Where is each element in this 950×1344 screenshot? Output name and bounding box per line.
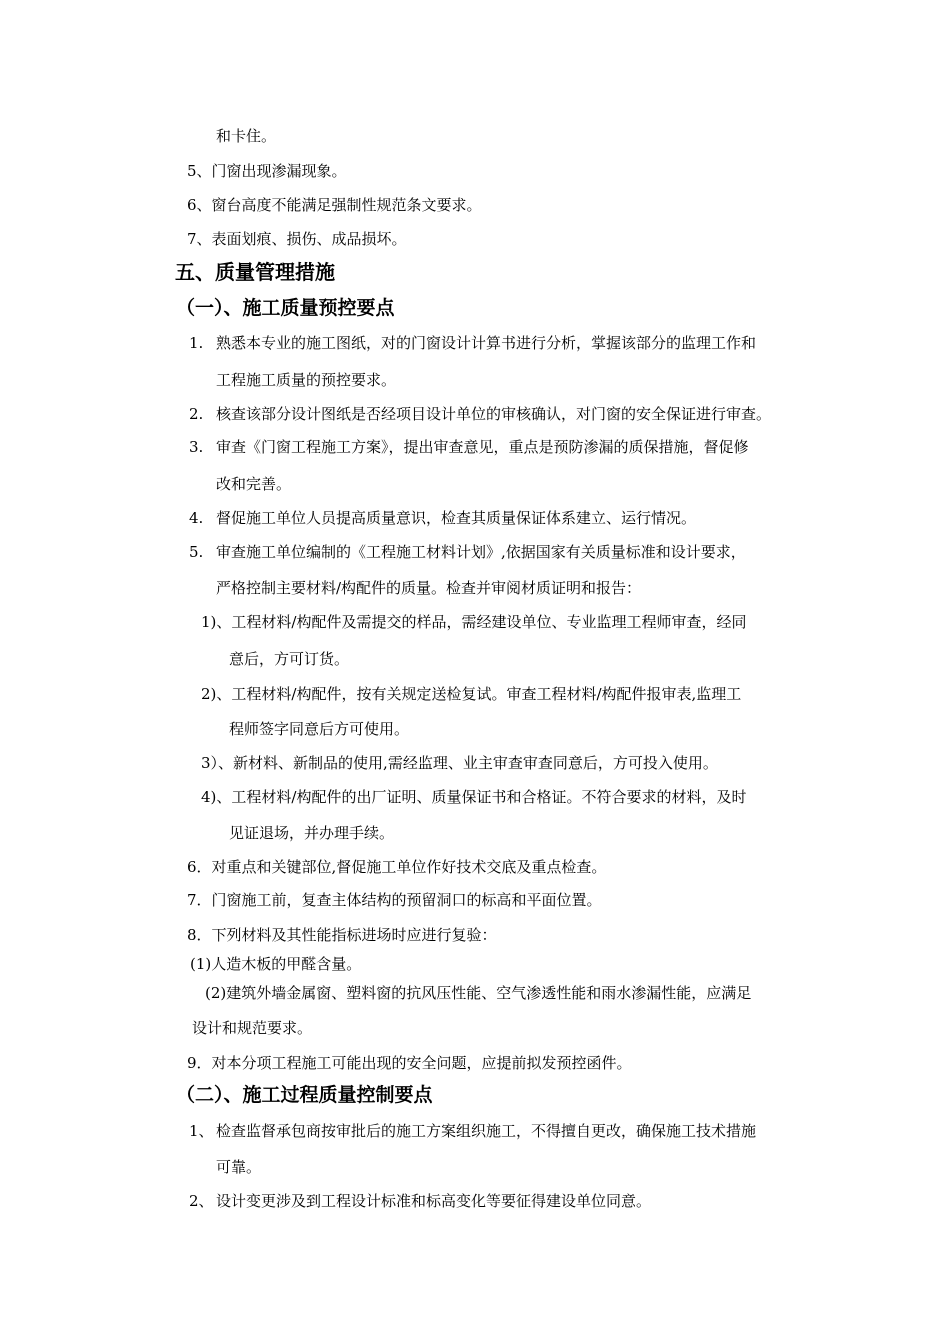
list-item-text: 审查《门窗工程施工方案》，提出审查意见，重点是预防渗漏的质保措施，督促修 xyxy=(216,438,749,456)
list-item: 7、表面划痕、损伤、成品损坏。 xyxy=(187,230,407,248)
sub-list-item: 1)、工程材料/构配件及需提交的样品，需经建设单位、专业监理工程师审查，经同 xyxy=(201,613,747,631)
list-item: 8．下列材料及其性能指标进场时应进行复验： xyxy=(187,926,497,944)
section-heading: 五、质量管理措施 xyxy=(175,260,335,284)
list-item: 6．对重点和关键部位,督促施工单位作好技术交底及重点检查。 xyxy=(187,858,607,876)
list-item-number: 4. xyxy=(189,509,204,527)
list-item: (2)建筑外墙金属窗、塑料窗的抗风压性能、空气渗透性能和雨水渗漏性能，应满足 xyxy=(205,984,752,1002)
list-item: 7．门窗施工前，复查主体结构的预留洞口的标高和平面位置。 xyxy=(187,891,602,909)
subsection-heading: （二）、施工过程质量控制要点 xyxy=(176,1084,433,1106)
sub-list-item-cont: 意后，方可订货。 xyxy=(229,650,350,668)
list-item-number: 3. xyxy=(189,438,204,456)
list-item-text: 熟悉本专业的施工图纸，对的门窗设计计算书进行分析，掌握该部分的监理工作和 xyxy=(216,334,757,352)
list-item-text: 督促施工单位人员提高质量意识，检查其质量保证体系建立、运行情况。 xyxy=(216,509,697,527)
sub-list-item: 2)、工程材料/构配件，按有关规定送检复试。审查工程材料/构配件报审表,监理工 xyxy=(201,685,742,703)
sub-list-item-cont: 见证退场，并办理手续。 xyxy=(229,824,395,842)
sub-list-item: 3）、新材料、新制品的使用,需经监理、业主审查审查同意后，方可投入使用。 xyxy=(201,754,718,772)
text-line: 和卡住。 xyxy=(216,127,277,145)
list-item: 5、门窗出现渗漏现象。 xyxy=(187,162,347,180)
list-item-text: 审查施工单位编制的《工程施工材料计划》,依据国家有关质量标准和设计要求， xyxy=(216,543,746,561)
list-item: (1)人造木板的甲醛含量。 xyxy=(190,955,362,973)
list-item-text: 严格控制主要材料/构配件的质量。检查并审阅材质证明和报告： xyxy=(216,579,642,597)
list-item-text: 可靠。 xyxy=(216,1158,262,1176)
sub-list-item: 4)、工程材料/构配件的出厂证明、质量保证书和合格证。不符合要求的材料，及时 xyxy=(201,788,747,806)
list-item-number: 1、 xyxy=(189,1122,214,1140)
list-item-text: 核查该部分设计图纸是否经项目设计单位的审核确认，对门窗的安全保证进行审查。 xyxy=(216,405,772,423)
list-item-text: 改和完善。 xyxy=(216,475,292,493)
list-item: 9．对本分项工程施工可能出现的安全问题，应提前拟发预控函件。 xyxy=(187,1054,632,1072)
list-item-number: 5. xyxy=(189,543,204,561)
list-item-text: 检查监督承包商按审批后的施工方案组织施工，不得擅自更改，确保施工技术措施 xyxy=(216,1122,757,1140)
list-item-cont: 设计和规范要求。 xyxy=(192,1019,313,1037)
list-item-number: 2. xyxy=(189,405,204,423)
list-item-text: 设计变更涉及到工程设计标准和标高变化等要征得建设单位同意。 xyxy=(216,1192,652,1210)
sub-list-item-cont: 程师签字同意后方可使用。 xyxy=(229,720,410,738)
list-item-text: 工程施工质量的预控要求。 xyxy=(216,371,397,389)
list-item: 6、窗台高度不能满足强制性规范条文要求。 xyxy=(187,196,482,214)
list-item-number: 2、 xyxy=(189,1192,214,1210)
subsection-heading: （一）、施工质量预控要点 xyxy=(176,297,395,319)
list-item-number: 1. xyxy=(189,334,204,352)
